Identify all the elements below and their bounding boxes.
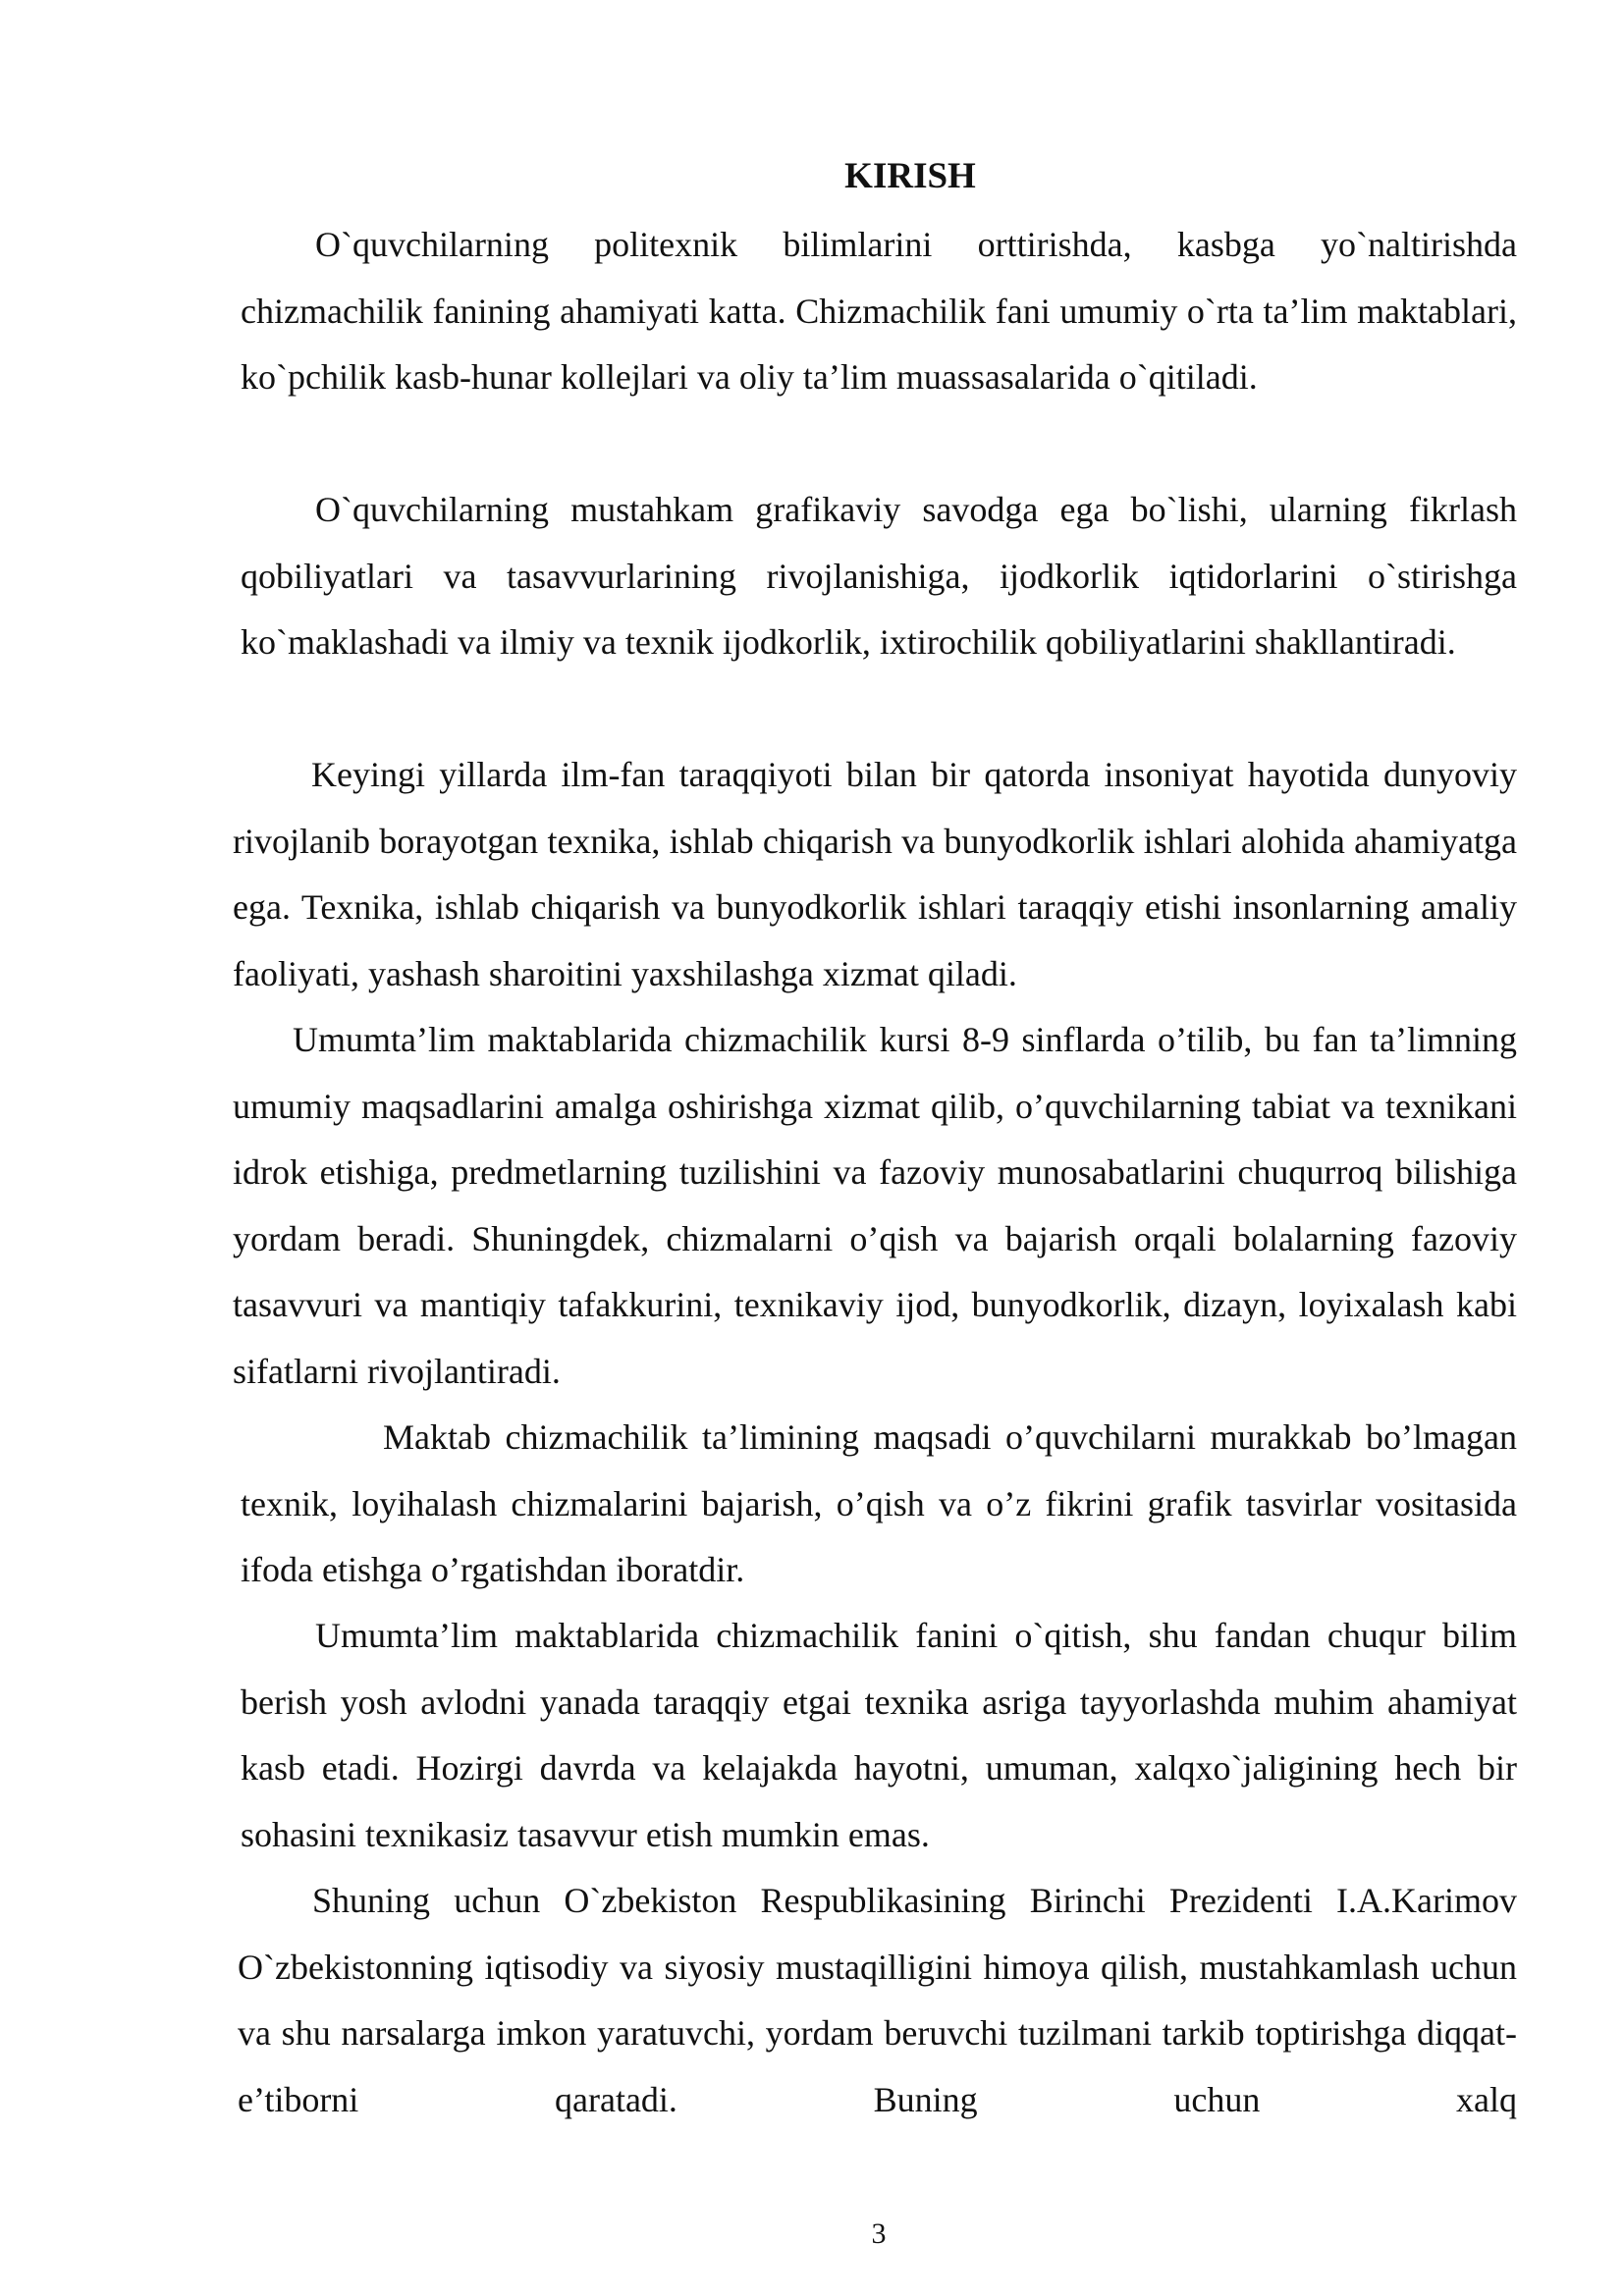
paragraph-3: Keyingi yillarda ilm-fan taraqqiyoti bilan bir qatorda insoniyat hayotida dunyoviy rivojlanib borayotgan texnika, ishlab chiqarish va bunyodkorlik ishlari alohida ahamiyatga ega. Texnika, ishlab chiqarish va bunyodkorlik ishlari taraqqiy etishi insonlarning amaliy faoliyati, yashash sharoitini yaxshilashga xizmat qiladi. [233, 755, 1517, 993]
paragraph-7: Shuning uchun O`zbekiston Respublikasining Birinchi Prezidenti I.A.Karimov O`zbekistonning iqtisodiy va siyosiy mustaqilligini himoya qilish, mustahkamlash uchun va shu narsalarga imkon yaratuvchi, yordam beruvchi tuzilmani tarkib toptirishga diqqat-e’tiborni qaratadi. Buning uchun xalq [238, 1881, 1517, 2119]
paragraph-1: O`quvchilarning politexnik bilimlarini orttirishda, kasbga yo`naltirishda chizmachilik fanining ahamiyati katta. Chizmachilik fani umumiy o`rta ta’lim maktablari, ko`pchilik kasb-hunar kollejlari va oliy ta’lim muassasalarida o`qitiladi. [241, 225, 1517, 397]
paragraph-5: Maktab chizmachilik ta’limining maqsadi o’quvchilarni murakkab bo’lmagan texnik, loyihalash chizmalarini bajarish, o’qish va o’z fikrini grafik tasvirlar vositasida ifoda etishga o’rgatishdan iboratdir. [241, 1417, 1517, 1589]
paragraph-4: Umumta’lim maktablarida chizmachilik kursi 8-9 sinflarda o’tilib, bu fan ta’limning umumiy maqsadlarini amalga oshirishga xizmat qilib, o’quvchilarning tabiat va texnikani idrok etishiga, predmetlarning tuzilishini va fazoviy munosabatlarini chuqurroq bilishiga yordam beradi. Shuningdek, chizmalarni o’qish va bajarish orqali bolalarning fazoviy tasavvuri va mantiqiy tafakkurini, texnikaviy ijod, bunyodkorlik, dizayn, loyixalash kabi sifatlarni rivojlantiradi. [233, 1020, 1517, 1391]
paragraph-6: Umumta’lim maktablarida chizmachilik fanini o`qitish, shu fandan chuqur bilim berish yosh avlodni yanada taraqqiy etgai texnika asriga tayyorlashda muhim ahamiyat kasb etadi. Hozirgi davrda va kelajakda hayotni, umuman, xalqxo`jaligining hech bir sohasini texnikasiz tasavvur etish mumkin emas. [241, 1616, 1517, 1854]
section-title: KIRISH [844, 156, 976, 196]
page-number: 3 [871, 2217, 887, 2250]
paragraph-2: O`quvchilarning mustahkam grafikaviy savodga ega bo`lishi, ularning fikrlash qobiliyatlari va tasavvurlarining rivojlanishiga, ijodkorlik iqtidorlarini o`stirishga ko`maklashadi va ilmiy va texnik ijodkorlik, ixtirochilik qobiliyatlarini shakllantiradi. [241, 490, 1517, 662]
